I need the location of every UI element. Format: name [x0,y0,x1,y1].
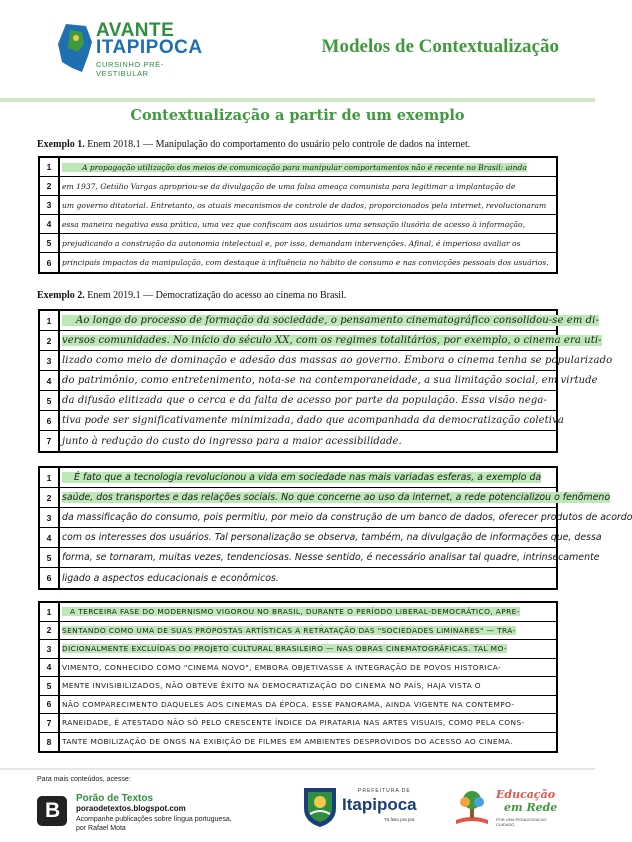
example-4-line: MENTE INVISIBILIZADOS, NÃO OBTEVE ÊXITO NA DEMOCRATIZAÇÃO DO CINEMA NO PAÍS, HAJA VISTA O [62,681,481,691]
footer-divider [0,768,595,770]
example-1-box [38,156,558,274]
logo-line-2: ITAPIPOCA [96,37,203,58]
example-4-row: 8 TANTE MOBILIZAÇÃO DE ONGS NA EXIBIÇÃO DE FILMES EM AMBIENTES DESPROVIDOS DO ACESSO AO CINEMA. [40,733,556,752]
example-2-row: 6 tiva pode ser significativamente minimizada, dado que acompanhada da democratização coletiva [40,411,556,431]
example-1-row: 6 principais impactos da manipulação, com destaque à influência no hábito de consumo e nas convicções pessoais dos usuários. [40,253,556,272]
example-1-row: 5 prejudicando a construção da autonomia intelectual e, por isso, demandam intervenções. Afinal, é imperioso avaliar os [40,234,556,253]
example-4-line: A TERCEIRA FASE DO MODERNISMO VIGOROU NO BRASIL, DURANTE O PERÍODO LIBERAL-DEMOCRÁTICO, APRE- [62,607,520,616]
example-2-line: lizado como meio de dominação e adesão das massas ao governo. Embora o cinema tenha se popularizado [62,355,613,366]
example-4-line: SENTANDO COMO UMA DE SUAS PROPOSTAS ARTÍSTICAS A RETRATAÇÃO DAS "SOCIEDADES LIMINARES" — TRA- [62,625,516,635]
example-1-text: Enem 2018.1 — Manipulação do comportamento do usuário pelo controle de dados na internet. [84,139,471,150]
example-2-line: da difusão elitizada que o cerca e da falta de acesso por parte da população. Essa visão nega- [62,395,547,406]
example-2-row: 7 junto à redução do custo do ingresso para a maior acessibilidade. [40,431,556,451]
section-title: Contextualização a partir de um exemplo [130,107,465,124]
example-4-row: 2 SENTANDO COMO UMA DE SUAS PROPOSTAS ARTÍSTICAS A RETRATAÇÃO DAS "SOCIEDADES LIMINARES" — TRA- [40,622,556,641]
example-2-line: Ao longo do processo de formação da sociedade, o pensamento cinematográfico consolidou-se em di- [62,315,599,326]
blog-url-link[interactable]: poraodetextos.blogspot.com [76,804,186,813]
example-4-row: 7 RANEIDADE, É ATESTADO NÃO SÓ PELO CRESCENTE ÍNDICE DA PIRATARIA NAS ARTES VISUAIS, COMO PELA CONS- [40,714,556,733]
logo-line-1: AVANTE [96,20,175,41]
example-4-line: NÃO COMPARECIMENTO DAQUELES AOS CINEMAS DA ÉPOCA. ESSE PANORAMA, AINDA VIGENTE NA CONTEMPO- [62,699,515,709]
header-title: Modelos de Contextualização [321,36,559,57]
example-2-row: 4 do patrimônio, como entretenimento, nota-se na contemporaneidade, a sua limitação social, em virtude [40,371,556,391]
example-2-row: 5 da difusão elitizada que o cerca e da falta de acesso por parte da população. Essa visão nega- [40,391,556,411]
example-4-line: DICIONALMENTE EXCLUÍDAS DO PROJETO CULTURAL BRASILEIRO — NAS OBRAS CINEMATOGRÁFICAS. TAL MO- [62,644,507,654]
example-1-row: 4 essa maneira negativa essa prática, uma vez que confiscam aos usuários uma sensação ilusória de acesso à informação, [40,215,556,234]
example-3-line: da massificação do consumo, pois permitiu, por meio da construção de um banco de dados, oferecer produtos de acordo [62,512,632,523]
example-2-label: Exemplo 2. [37,290,85,301]
example-4-line: TANTE MOBILIZAÇÃO DE ONGS NA EXIBIÇÃO DE FILMES EM AMBIENTES DESPROVIDOS DO ACESSO AO CINEMA. [62,737,513,747]
pedagogia-label: POR UMA PEDAGOGIA DO CUIDADO [496,817,547,827]
example-1-line: um governo ditatorial. Entretanto, os atuais mecanismos de controle de dados, proporcionados pela internet, revolucionaram [62,200,547,210]
educacao-label: Educação [496,788,556,801]
map-icon [56,22,94,74]
example-1-line: principais impactos da manipulação, com destaque à influência no hábito de consumo e nas convicções pessoais dos usuários. [62,258,549,267]
header-divider [0,98,595,102]
example-1-row: 2 em 1937, Getúlio Vargas apropriou-se da divulgação de uma falsa ameaça comunista para legitimar a implantação de [40,177,556,196]
logo-line-3: CURSINHO PRÉ-VESTIBULAR [96,60,164,78]
example-3-line: É fato que a tecnologia revolucionou a vida em sociedade nas mais variadas esferas, a exemplo da [62,472,541,483]
example-3-line: com os interesses dos usuários. Tal personalização se observa, também, na divulgação de informações que, dessa [62,532,602,543]
prefeitura-label: PREFEITURA DE [358,788,411,794]
page-header [0,0,595,98]
book-tree-icon [452,788,492,828]
example-3-row: 5 forma, se tornaram, muitas vezes, tendenciosas. Nesse sentido, é necessário analisar tal quadre, intrinsecamente [40,548,556,568]
example-2-row: 2 versos comunidades. No início do século XX, com os regimes totalitários, por exemplo, o cinema era uti- [40,331,556,351]
example-1-row: 3 um governo ditatorial. Entretanto, os atuais mecanismos de controle de dados, proporcionados pela internet, revolucionaram [40,196,556,215]
example-3-line: forma, se tornaram, muitas vezes, tendenciosas. Nesse sentido, é necessário analisar tal quadre, intrinsecamente [62,552,600,563]
educacao-em-rede-logo [452,782,562,834]
prefeitura-name: Itapipoca [342,795,417,814]
example-2-row: 3 lizado como meio de dominação e adesão das massas ao governo. Embora o cinema tenha se popularizado [40,351,556,371]
example-4-line: RANEIDADE, É ATESTADO NÃO SÓ PELO CRESCENTE ÍNDICE DA PIRATARIA NAS ARTES VISUAIS, COMO PELA CONS- [62,718,525,728]
example-4-row: 4 VIMENTO, CONHECIDO COMO "CINEMA NOVO", EMBORA OBJETIVASSE A INTEGRAÇÃO DE POVOS HISTORICA- [40,659,556,678]
footer-follow-text: Acompanhe publicações sobre língua portuguesa, por Rafael Mota [76,816,232,832]
example-2-line: junto à redução do custo do ingresso para a maior acessibilidade. [62,435,402,447]
example-3-line: saúde, dos transportes e das relações sociais. No que concerne ao uso da internet, a rede potencializou o fenômeno [62,492,611,503]
example-2-caption [37,290,346,301]
example-3-box [38,466,632,590]
example-4-row: 6 NÃO COMPARECIMENTO DAQUELES AOS CINEMAS DA ÉPOCA. ESSE PANORAMA, AINDA VIGENTE NA CONTEMPO- [40,696,556,715]
example-4-row: 3 DICIONALMENTE EXCLUÍDAS DO PROJETO CULTURAL BRASILEIRO — NAS OBRAS CINEMATOGRÁFICAS. TAL MO- [40,640,556,659]
example-2-line: tiva pode ser significativamente minimizada, dado que acompanhada da democratização coletiva [62,415,564,426]
example-4-row: 1 A TERCEIRA FASE DO MODERNISMO VIGOROU NO BRASIL, DURANTE O PERÍODO LIBERAL-DEMOCRÁTICO, APRE- [40,603,556,622]
example-3-row: 4 com os interesses dos usuários. Tal personalização se observa, também, na divulgação de informações que, dessa [40,528,556,548]
prefeitura-logo [300,784,435,830]
example-4-row: 5 MENTE INVISIBILIZADOS, NÃO OBTEVE ÊXITO NA DEMOCRATIZAÇÃO DO CINEMA NO PAÍS, HAJA VISTA O [40,677,556,696]
example-4-box [38,601,558,753]
example-1-line: essa maneira negativa essa prática, uma vez que confiscam aos usuários uma sensação ilusória de acesso à informação, [62,219,525,229]
example-2-row: 1 Ao longo do processo de formação da sociedade, o pensamento cinematográfico consolidou-se em di- [40,311,556,331]
example-1-row: 1 A propagação utilização dos meios de comunicação para manipular comportamentos não é recente no Brasil: ainda [40,158,556,177]
em-rede-label: em Rede [504,801,558,814]
footer-more-text: Para mais conteúdos, acesse: [37,776,131,783]
example-2-line: do patrimônio, como entretenimento, nota-se na contemporaneidade, a sua limitação social, em virtude [62,375,598,386]
example-1-label: Exemplo 1. [37,139,85,150]
example-1-line: em 1937, Getúlio Vargas apropriou-se da divulgação de uma falsa ameaça comunista para legitimar a implantação de [62,181,516,191]
example-2-text: Enem 2019.1 — Democratização do acesso ao cinema no Brasil. [84,290,347,301]
example-2-line: versos comunidades. No início do século XX, com os regimes totalitários, por exemplo, o cinema era uti- [62,335,602,346]
example-1-caption [37,139,470,150]
example-3-row: 1 É fato que a tecnologia revolucionou a vida em sociedade nas mais variadas esferas, a exemplo da [40,468,556,488]
avante-logo [56,18,216,78]
example-3-line: ligado a aspectos educacionais e econômicos. [62,572,279,584]
prefeitura-slogan: Tá feito pra pra [384,817,415,822]
example-3-row: 6 ligado a aspectos educacionais e econômicos. [40,568,556,588]
crest-icon [300,784,340,828]
example-1-line: A propagação utilização dos meios de comunicação para manipular comportamentos não é recente no Brasil: ainda [62,163,527,172]
example-2-box [38,309,613,453]
blog-name: Porão de Textos [76,793,154,804]
blogger-icon[interactable]: B [37,796,67,826]
example-1-line: prejudicando a construção da autonomia intelectual e, por isso, demandam intervenções. Afinal, é imperioso avaliar os [62,238,521,248]
example-4-line: VIMENTO, CONHECIDO COMO "CINEMA NOVO", EMBORA OBJETIVASSE A INTEGRAÇÃO DE POVOS HISTORICA- [62,662,502,672]
example-3-row: 2 saúde, dos transportes e das relações sociais. No que concerne ao uso da internet, a rede potencializou o fenômeno [40,488,556,508]
example-3-row: 3 da massificação do consumo, pois permitiu, por meio da construção de um banco de dados, oferecer produtos de acordo [40,508,556,528]
